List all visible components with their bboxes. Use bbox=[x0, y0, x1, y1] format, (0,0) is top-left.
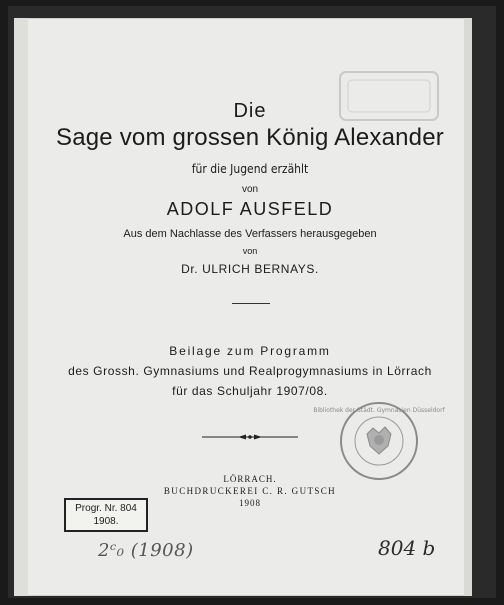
program-year: 1908. bbox=[93, 516, 119, 527]
by-label: von bbox=[241, 184, 259, 195]
beilage-line-3: für das Schuljahr 1907/08. bbox=[172, 384, 328, 398]
program-number-label bbox=[64, 498, 148, 532]
handwritten-number: 804 b bbox=[378, 536, 436, 560]
editor-name: Dr. ULRICH BERNAYS. bbox=[181, 262, 319, 276]
stamp-text: Bibliothek der Städt. Gymnasien Düsseldorf bbox=[313, 407, 445, 414]
beilage-line-2: des Grossh. Gymnasiums und Realprogymnasiums in Lörrach bbox=[68, 364, 432, 378]
beilage-line-1: Beilage zum Programm bbox=[169, 344, 331, 358]
program-number: Progr. Nr. 804 bbox=[75, 503, 137, 514]
book-title: Sage vom grossen König Alexander bbox=[56, 124, 444, 151]
imprint-printer: BUCHDRUCKEREI C. R. GUTSCH bbox=[163, 486, 337, 496]
author-name: ADOLF AUSFELD bbox=[166, 199, 334, 219]
title-die: Die bbox=[233, 100, 267, 122]
edition-note: Aus dem Nachlasse des Verfassers herausgegeben bbox=[123, 228, 377, 240]
handwritten-shelfmark: 2ᶜ₀ (1908) bbox=[98, 540, 194, 561]
ornament-divider bbox=[202, 432, 298, 442]
by-label-2: von bbox=[242, 246, 258, 256]
library-stamp bbox=[313, 400, 445, 482]
page-binding-strip bbox=[14, 18, 28, 596]
subtitle: für die Jugend erzählt bbox=[191, 162, 309, 176]
imprint-year: 1908 bbox=[239, 498, 261, 508]
imprint-city: LÖRRACH. bbox=[223, 474, 277, 484]
divider-rule bbox=[232, 303, 270, 304]
